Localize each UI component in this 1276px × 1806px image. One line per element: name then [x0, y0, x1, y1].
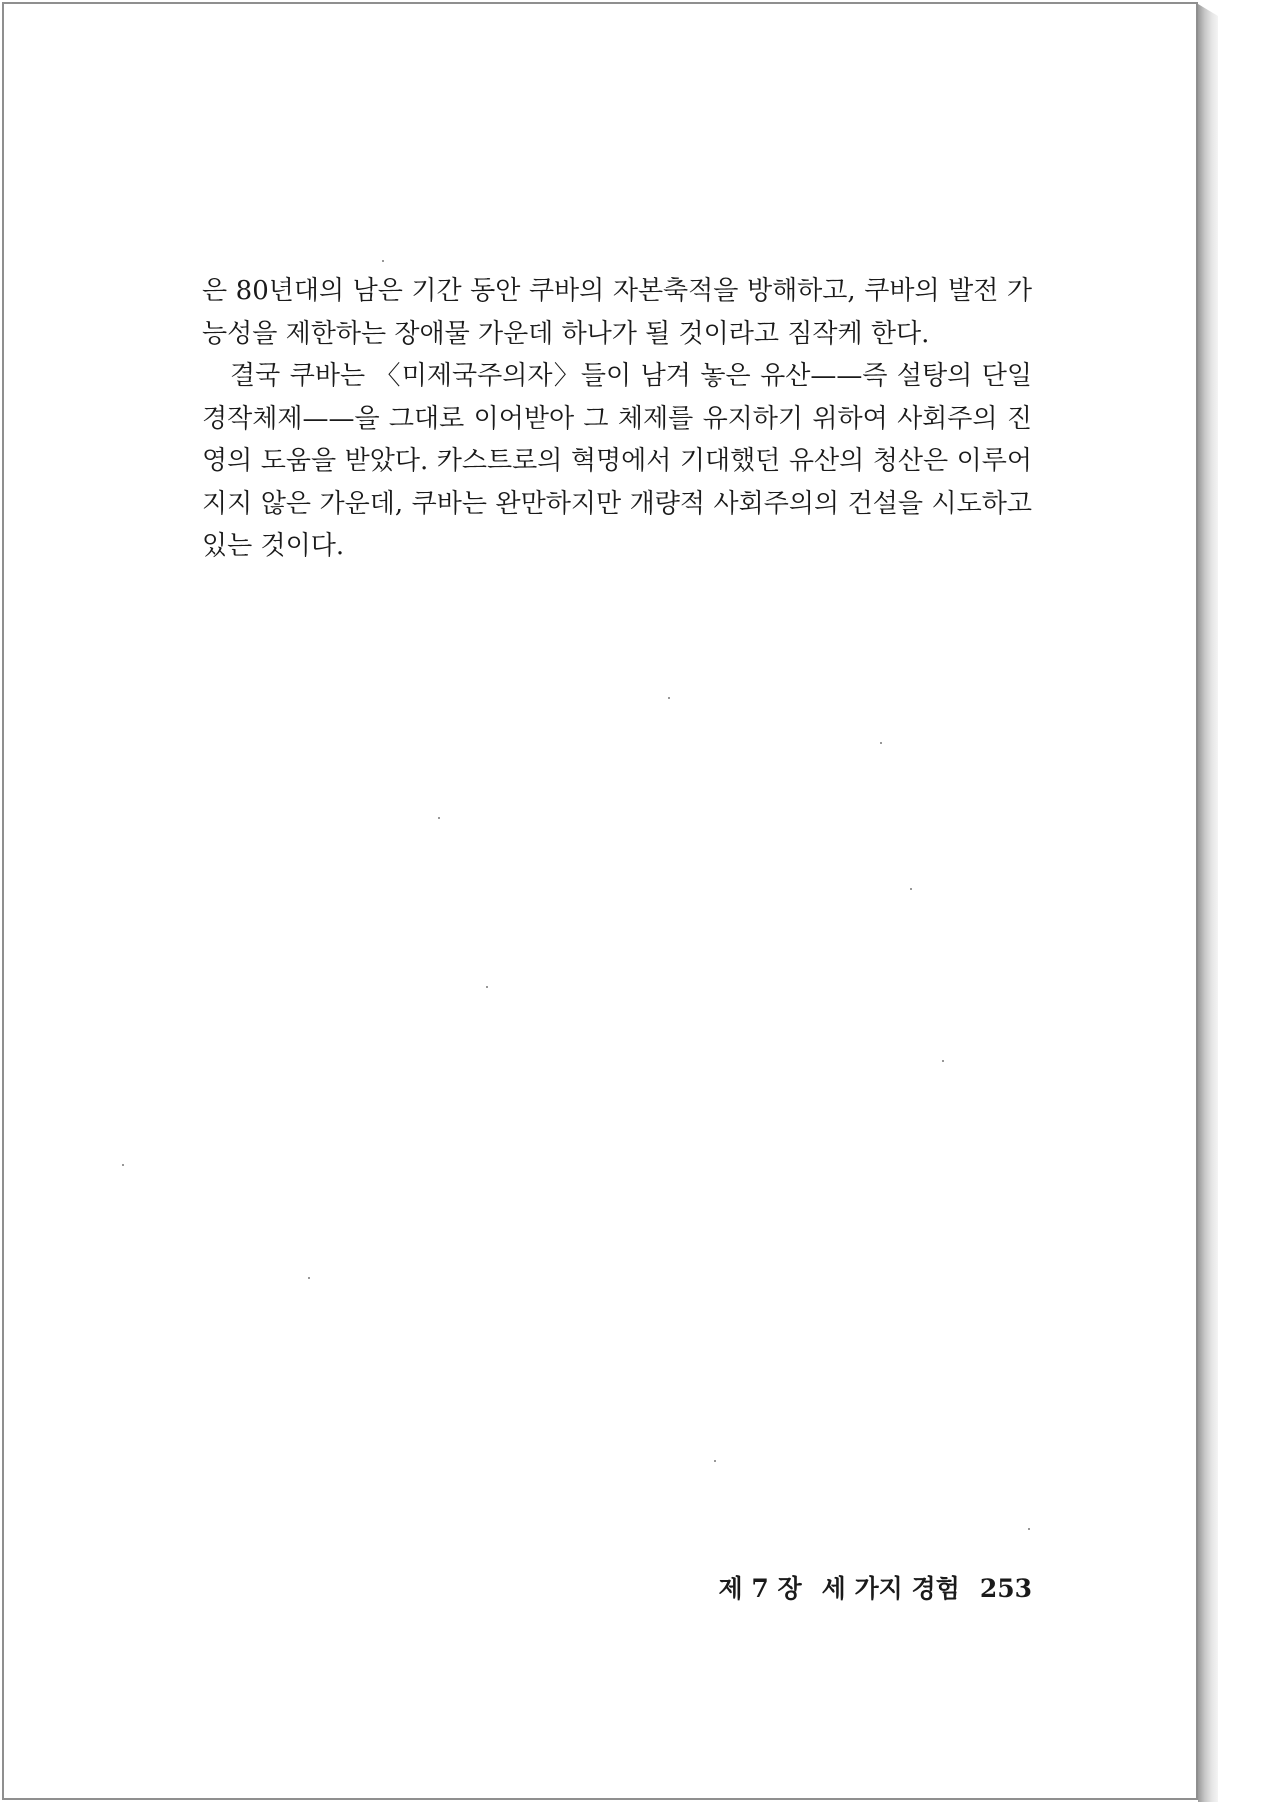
scan-speck	[308, 1277, 310, 1279]
page-number: 253	[979, 1574, 1032, 1603]
page-edge-shadow	[1198, 4, 1218, 1802]
scan-speck	[942, 1060, 944, 1062]
body-text	[202, 270, 1032, 568]
scan-speck	[714, 1460, 716, 1462]
scan-speck	[880, 742, 882, 744]
scan-speck	[438, 817, 440, 819]
scan-speck	[382, 260, 384, 262]
scan-speck	[1028, 1528, 1030, 1530]
paragraph-2: 결국 쿠바는 〈미제국주의자〉들이 남겨 놓은 유산——즉 설탕의 단일경작체제——을 그대로 이어받아 그 체제를 유지하기 위하여 사회주의 진영의 도움을 받았다. 카스트로의 혁명에서 기대했던 유산의 청산은 이루어지지 않은 가운데, 쿠바는 완만하지만 개량적 사회주의의 건설을 시도하고 있는 것이다.	[202, 361, 1032, 561]
scan-speck	[668, 697, 670, 699]
scan-speck	[486, 986, 488, 988]
scan-speck	[122, 1164, 124, 1166]
book-page	[2, 2, 1198, 1800]
chapter-title: 세 가지 경험	[821, 1574, 960, 1603]
scan-speck	[910, 888, 912, 890]
paragraph-1: 은 80년대의 남은 기간 동안 쿠바의 자본축적을 방해하고, 쿠바의 발전 가능성을 제한하는 장애물 가운데 하나가 될 것이라고 짐작케 한다.	[202, 276, 1032, 349]
chapter-label: 제 7 장	[718, 1574, 802, 1603]
running-footer	[704, 1569, 1032, 1605]
